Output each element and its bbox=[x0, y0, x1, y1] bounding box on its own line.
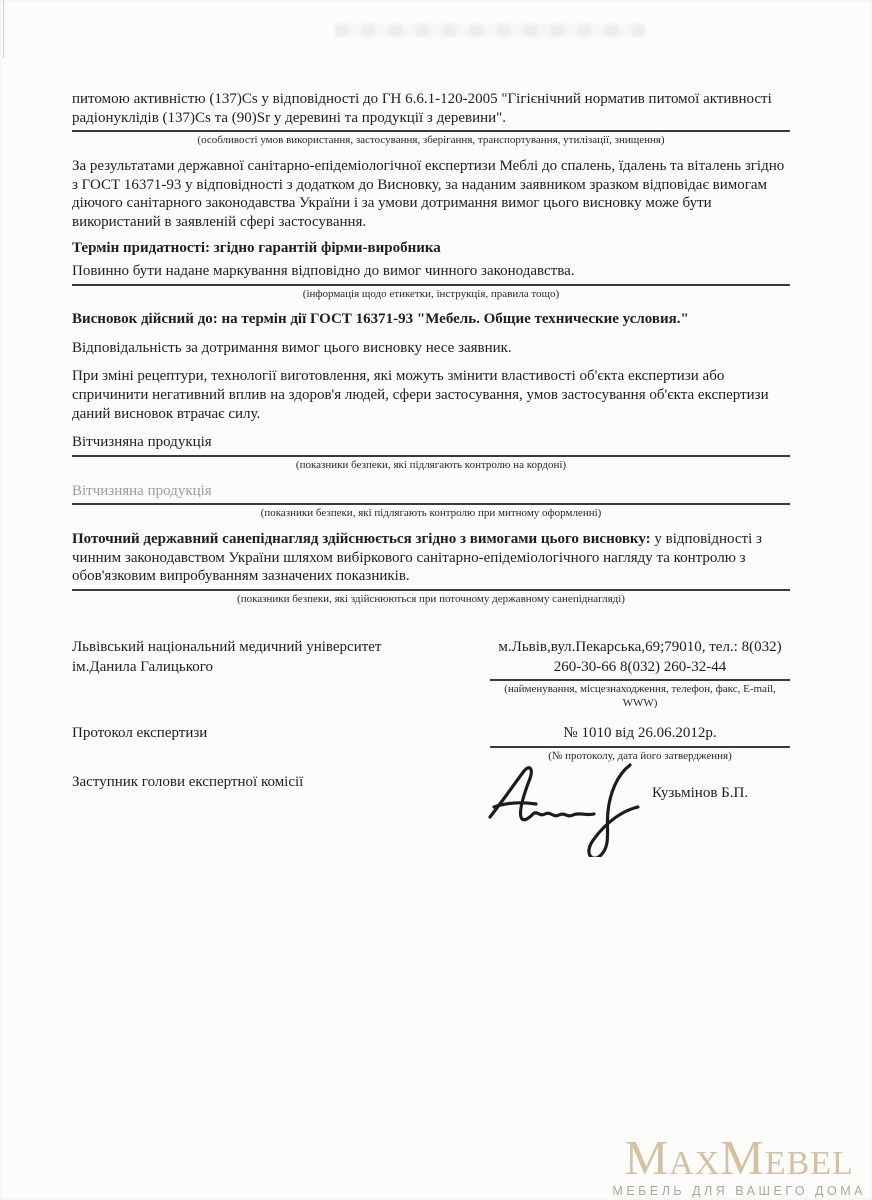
scan-edge-artifact bbox=[3, 0, 4, 58]
paragraph-valid-until: Висновок дійсний до: на термін дії ГОСТ 16371-93 "Мебель. Общие технические условия." bbox=[72, 311, 689, 328]
signature-block bbox=[490, 773, 790, 851]
handwritten-signature bbox=[482, 757, 662, 857]
heading-shelf-life: Термін придатності: згідно гарантій фірми-виробника bbox=[72, 240, 441, 257]
deputy-chairman-label: Заступник голови експертної комісії bbox=[72, 774, 304, 791]
signer-name: Кузьмінов Б.П. bbox=[652, 785, 749, 802]
maxmebel-logo: MaxMebel bbox=[624, 1130, 854, 1186]
maxmebel-tagline: МЕБЕЛЬ ДЛЯ ВАШЕГО ДОМА bbox=[612, 1184, 866, 1198]
protocol-label: Протокол експертизи bbox=[72, 725, 208, 742]
organization-contact-block bbox=[490, 638, 790, 710]
organization-row bbox=[72, 638, 790, 710]
caption-border-control: (показники безпеки, які підлягають контролю на кордоні) bbox=[295, 458, 567, 471]
surveillance-rest: у відповідності з чинним законодавством України шляхом вибіркового санітарно-епідеміологічного нагляду та контролю з обов'язковим випробуванням зазначених показників. bbox=[72, 530, 762, 585]
paragraph-radionuclide-norm: питомою активністю (137)Cs у відповідності до ГН 6.6.1-120-2005 "Гігієнічний норматив питомої активності радіонуклідів (137)Cs та (90)Sr у деревині та продукції з деревини". bbox=[72, 90, 790, 132]
paragraph-responsibility: Відповідальність за дотримання вимог цього висновку несе заявник. bbox=[72, 339, 512, 356]
caption-customs-control: (показники безпеки, які підлягають контролю при митному оформленні) bbox=[260, 507, 602, 520]
organization-address-line2: 260-30-66 8(032) 260-32-44 bbox=[553, 658, 727, 675]
caption-current-surveillance: (показники безпеки, які здійснюються при поточному державному санепіднагляді) bbox=[237, 592, 625, 605]
caption-usage-conditions: (особливості умов використання, застосування, зберігання, транспортування, утилізації, знищення) bbox=[197, 134, 665, 147]
paragraph-current-surveillance bbox=[72, 530, 790, 591]
line-domestic-products-border: Вітчизняна продукція bbox=[72, 433, 790, 457]
protocol-underline bbox=[490, 746, 790, 748]
caption-label-info: (інформація щодо етикетки, інструкція, правила тощо) bbox=[302, 287, 560, 300]
paragraph-change-clause: При зміні рецептури, технології виготовлення, які можуть змінити властивості об'єкта експертизи або спричинити негативний вплив на здоров'я людей, сфери застосування, умов застосування об'єкта експертизи даний висновок втрачає силу. bbox=[72, 368, 769, 422]
paragraph-expertise-result: За результатами державної санітарно-епідеміологічної експертизи Меблі до спалень, їдалень та віталень згідно з ГОСТ 16371-93 у відповідності з додатком до Висновку, за наданим заявником зразком відповідає вимогам діючого санітарного законодавства України і за умови дотримання вимог цього висновку може бути використаний в заявленій сфері застосування. bbox=[72, 157, 785, 230]
document-body bbox=[72, 90, 790, 851]
organization-address-line1: м.Львів,вул.Пекарська,69;79010, тел.: 8(032) bbox=[498, 639, 782, 656]
protocol-number: № 1010 від 26.06.2012р. bbox=[563, 725, 717, 742]
protocol-row bbox=[72, 724, 790, 763]
caption-protocol: (№ протоколу, дата його затвердження) bbox=[548, 749, 732, 762]
scan-smudge-artifact bbox=[335, 24, 645, 37]
caption-org-contact: (найменування, місцезнаходження, телефон, факс, E-mail, WWW) bbox=[504, 682, 776, 709]
line-domestic-products-customs: Вітчизняна продукція bbox=[72, 482, 790, 506]
surveillance-lead-bold: Поточний державний санепіднагляд здійснюється згідно з вимогами цього висновку: bbox=[72, 530, 651, 547]
maxmebel-watermark bbox=[612, 1130, 866, 1198]
paragraph-marking-requirement: Повинно бути надане маркування відповідно до вимог чинного законодавства. bbox=[72, 262, 790, 286]
organization-name: Львівський національний медичний університет ім.Данила Галицького bbox=[72, 639, 382, 675]
contact-underline bbox=[490, 679, 790, 681]
signature-row bbox=[72, 773, 790, 851]
